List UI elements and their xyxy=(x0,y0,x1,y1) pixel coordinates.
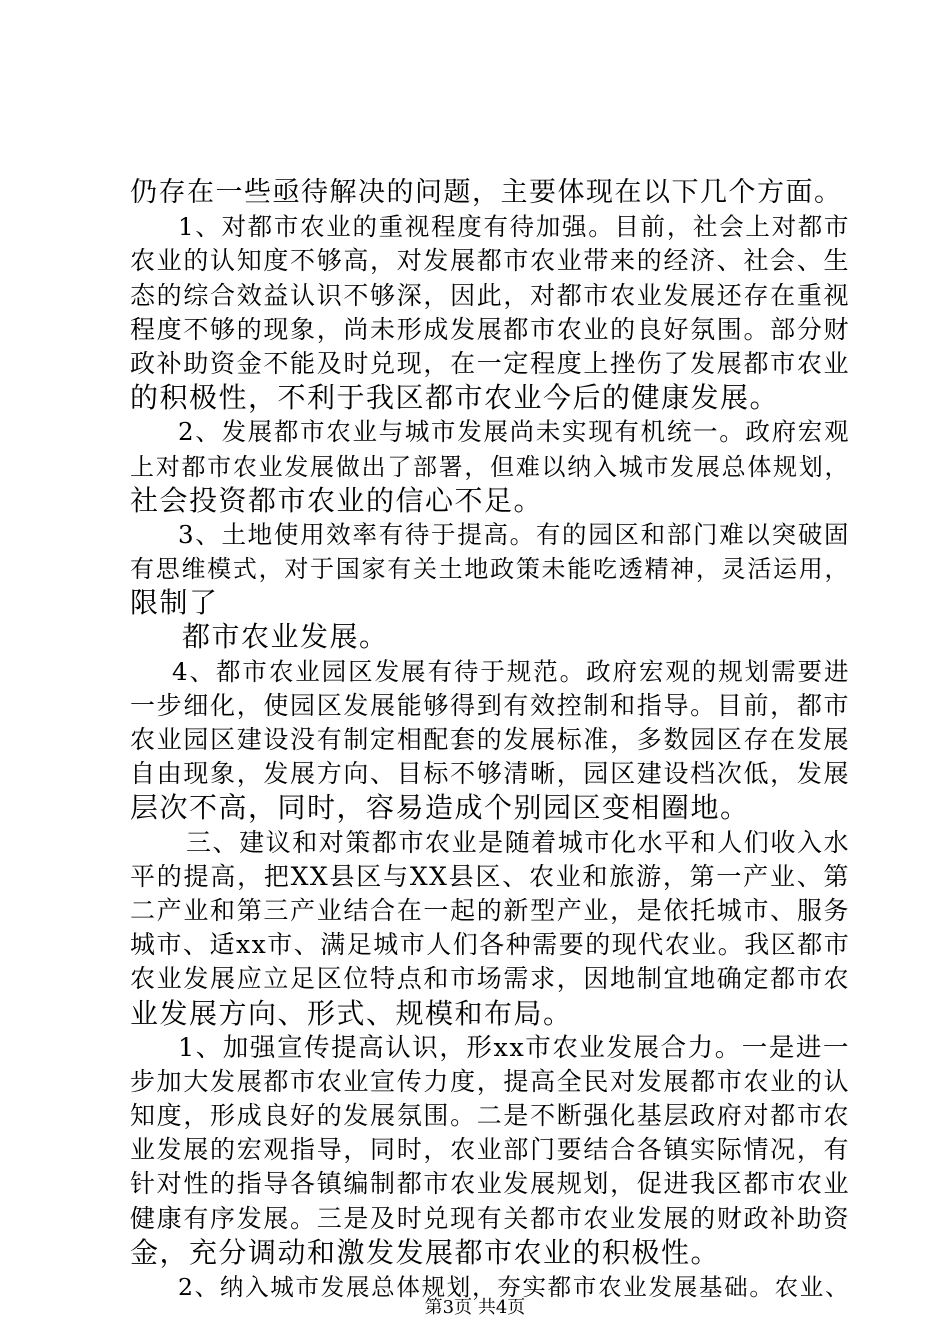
text-line: 农业发展应立足区位特点和市场需求，因地制宜地确定都市农 xyxy=(130,964,850,993)
text-line: 三、建议和对策都市农业是随着城市化水平和人们收入水 xyxy=(186,828,850,857)
text-line: 程度不够的现象，尚未形成发展都市农业的良好氛围。部分财 xyxy=(130,315,850,344)
text-line: 有思维模式，对于国家有关土地政策未能吃透精神，灵活运用， xyxy=(130,555,850,583)
text-line: 平的提高，把XX县区与XX县区、农业和旅游，第一产业、第 xyxy=(130,862,850,891)
text-line: 一步细化，使园区发展能够得到有效控制和指导。目前，都市 xyxy=(130,691,850,720)
text-line: 态的综合效益认识不够深，因此，对都市农业发展还存在重视 xyxy=(130,281,850,310)
text-line: 农业的认知度不够高，对发展都市农业带来的经济、社会、生 xyxy=(130,246,850,275)
text-line: 4、都市农业园区发展有待于规范。政府宏观的规划需要进 xyxy=(172,657,850,686)
text-line: 业发展的宏观指导，同时，农业部门要结合各镇实际情况，有 xyxy=(130,1135,850,1164)
text-line: 城市、适xx市、满足城市人们各种需要的现代农业。我区都市 xyxy=(130,930,850,959)
text-line: 仍存在一些亟待解决的问题，主要体现在以下几个方面。 xyxy=(130,177,843,208)
text-line: 的积极性，不利于我区都市农业今后的健康发展。 xyxy=(130,381,780,414)
text-line: 限制了 xyxy=(130,586,219,619)
text-line: 3、土地使用效率有待于提高。有的园区和部门难以突破固 xyxy=(178,520,850,549)
text-line: 业发展方向、形式、规模和布局。 xyxy=(130,997,573,1030)
text-line: 政补助资金不能及时兑现，在一定程度上挫伤了发展都市农业 xyxy=(130,349,850,378)
text-line: 健康有序发展。三是及时兑现有关都市农业发展的财政补助资 xyxy=(130,1204,850,1233)
text-line: 1、对都市农业的重视程度有待加强。目前，社会上对都市 xyxy=(178,212,850,241)
text-line: 社会投资都市农业的信心不足。 xyxy=(130,484,544,517)
text-line: 2、发展都市农业与城市发展尚未实现有机统一。政府宏观 xyxy=(178,417,850,446)
text-line: 二产业和第三产业结合在一起的新型产业，是依托城市、服务 xyxy=(130,896,850,925)
text-line: 2、纳入城市发展总体规划，夯实都市农业发展基础。农业、 xyxy=(178,1273,850,1301)
text-line: 知度，形成良好的发展氛围。二是不断强化基层政府对都市农 xyxy=(130,1101,850,1130)
text-line: 1、加强宣传提高认识，形xx市农业发展合力。一是进一 xyxy=(178,1033,850,1063)
text-line: 农业园区建设没有制定相配套的发展标准，多数园区存在发展 xyxy=(130,725,850,754)
text-line: 层次不高，同时，容易造成个别园区变相圈地。 xyxy=(130,791,750,824)
text-line: 金，充分调动和激发发展都市农业的积极性。 xyxy=(130,1236,721,1269)
text-line: 上对都市农业发展做出了部署，但难以纳入城市发展总体规划， xyxy=(130,453,850,481)
text-line: 针对性的指导各镇编制都市农业发展规划，促进我区都市农业 xyxy=(130,1169,850,1198)
text-line: 自由现象，发展方向、目标不够清晰，园区建设档次低，发展 xyxy=(130,759,850,788)
text-line: 都市农业发展。 xyxy=(182,620,389,653)
page-footer: 第3页 共4页 xyxy=(424,1297,526,1318)
text-line: 步加大发展都市农业宣传力度，提高全民对发展都市农业的认 xyxy=(130,1067,850,1096)
